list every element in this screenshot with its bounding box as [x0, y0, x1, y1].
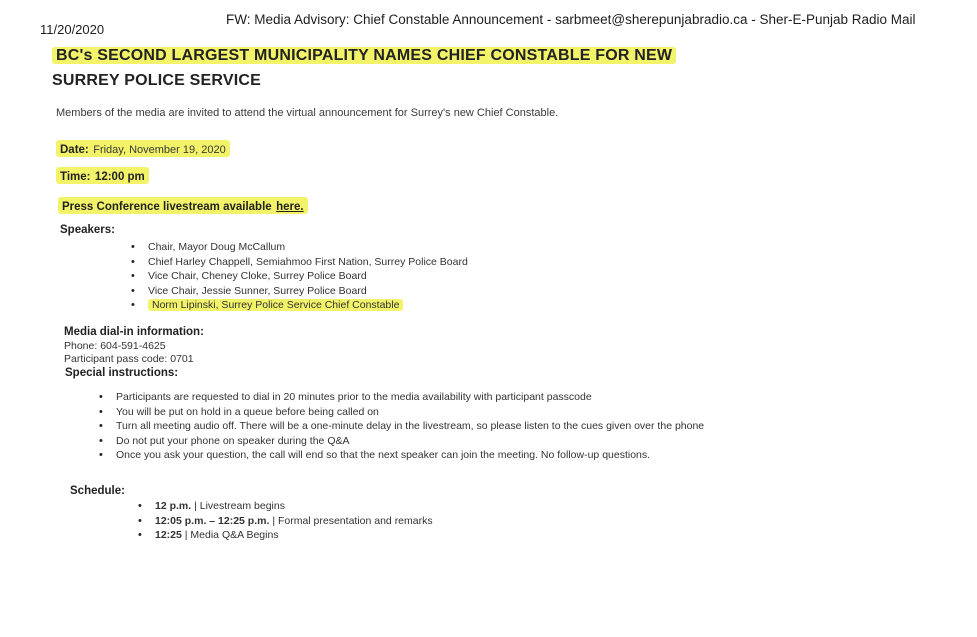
- dialin-passcode: Participant pass code: 0701: [64, 353, 194, 365]
- schedule-list: [155, 499, 433, 543]
- special-instructions-title: Special instructions:: [65, 367, 179, 379]
- speakers-label: Speakers:: [60, 224, 115, 236]
- headline-highlight: BC's SECOND LARGEST MUNICIPALITY NAMES CHIEF CONSTABLE FOR NEW: [52, 47, 676, 64]
- press-text: Press Conference livestream available: [62, 201, 272, 213]
- instruction-item: • Do not put your phone on speaker during the Q&A: [116, 434, 716, 449]
- instruction-item: • Participants are requested to dial in 20 minutes prior to the media availability with participant passcode: [116, 390, 716, 405]
- time-label: Time:: [60, 171, 91, 183]
- instruction-item: • Turn all meeting audio off. There will be a one-minute delay in the livestream, so please listen to the cues given over the phone: [116, 419, 716, 434]
- date-label: Date:: [60, 144, 89, 156]
- headline-line-2: SURREY POLICE SERVICE: [52, 72, 261, 89]
- dialin-title: Media dial-in information:: [64, 326, 204, 338]
- livestream-link[interactable]: here.: [276, 201, 304, 213]
- speaker-item: • Chair, Mayor Doug McCallum: [148, 240, 468, 255]
- schedule-item: • 12:05 p.m. – 12:25 p.m. | Formal presentation and remarks: [155, 514, 433, 529]
- speakers-list: [148, 240, 468, 313]
- date-line: [56, 140, 230, 158]
- schedule-item: • 12:25 | Media Q&A Begins: [155, 528, 433, 543]
- time-value: 12:00 pm: [94, 171, 145, 183]
- schedule-title: Schedule:: [70, 485, 125, 497]
- email-subject: FW: Media Advisory: Chief Constable Announcement - sarbmeet@sherepunjabradio.ca - Sher-E-Punjab Radio Mail: [226, 12, 916, 27]
- press-conference-line: [58, 197, 308, 215]
- dialin-phone: Phone: 604-591-4625: [64, 340, 166, 352]
- schedule-item: • 12 p.m. | Livestream begins: [155, 499, 433, 514]
- speaker-item: • Vice Chair, Cheney Cloke, Surrey Police Board: [148, 269, 468, 284]
- instruction-item: • You will be put on hold in a queue before being called on: [116, 405, 716, 420]
- time-line: [56, 167, 149, 185]
- speaker-item: • Chief Harley Chappell, Semiahmoo First Nation, Surrey Police Board: [148, 255, 468, 270]
- speaker-item-highlighted: • Norm Lipinski, Surrey Police Service Chief Constable: [148, 298, 468, 313]
- speaker-item: • Vice Chair, Jessie Sunner, Surrey Police Board: [148, 284, 468, 299]
- special-instructions-list: [116, 390, 716, 463]
- date-value: Friday, November 19, 2020: [93, 144, 226, 156]
- instruction-item: • Once you ask your question, the call will end so that the next speaker can join the meeting. No follow-up questions.: [116, 448, 716, 463]
- intro-text: Members of the media are invited to attend the virtual announcement for Surrey's new Chief Constable.: [56, 107, 559, 119]
- print-date: 11/20/2020: [40, 22, 105, 37]
- headline-line-1: [52, 47, 676, 65]
